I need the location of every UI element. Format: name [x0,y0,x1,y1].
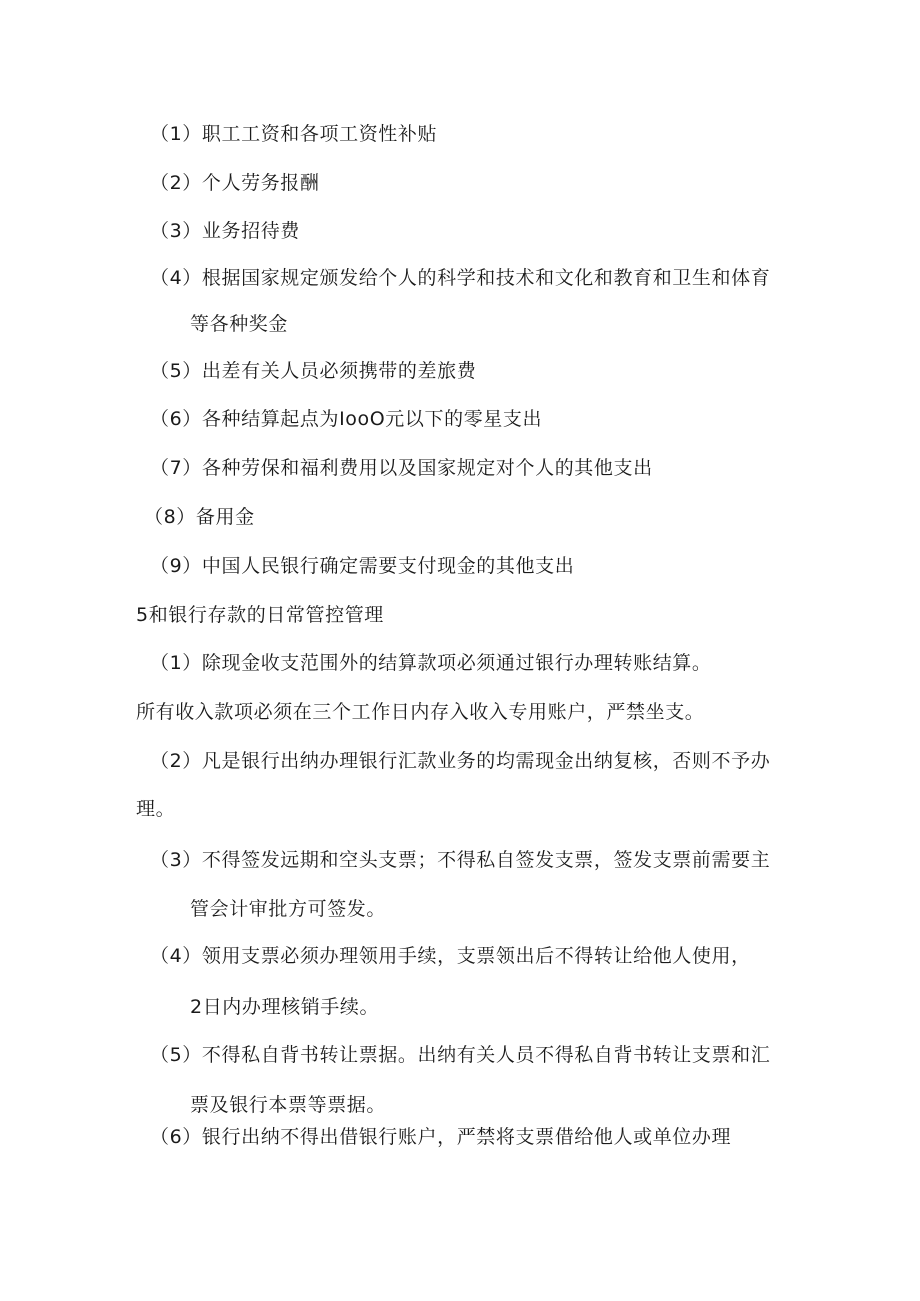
list-item-welfare-expense: （7）各种劳保和福利费用以及国家规定对个人的其他支出 [150,457,653,479]
rule-item-endorsement-cont: 票及银行本票等票据。 [190,1094,387,1116]
list-item-wage-subsidy: （1）职工工资和各项工资性补贴 [150,123,438,145]
rule-item-remittance-review: （2）凡是银行出纳办理银行汇款业务的均需现金出纳复核，否则不予办 [150,750,771,772]
rule-item-account-lending: （6）银行出纳不得出借银行账户，严禁将支票借给他人或单位办理 [150,1126,732,1148]
list-item-pboc-other: （9）中国人民银行确定需要支付现金的其他支出 [150,555,575,577]
rule-item-check-collection-cont: 2日内办理核销手续。 [190,996,380,1018]
rule-item-transfer-settlement: （1）除现金收支范围外的结算款项必须通过银行办理转账结算。 [150,652,712,674]
rule-item-check-issuance: （3）不得签发远期和空头支票；不得私自签发支票，签发支票前需要主 [150,849,771,871]
list-item-travel-expense: （5）出差有关人员必须携带的差旅费 [150,360,477,382]
list-item-small-expenditure: （6）各种结算起点为IooO元以下的零星支出 [150,408,543,430]
list-item-national-awards-cont: 等各种奖金 [190,313,289,335]
section-heading-bank-deposit: 5和银行存款的日常管控管理 [136,604,384,626]
list-item-national-awards: （4）根据国家规定颁发给个人的科学和技术和文化和教育和卫生和体育 [150,267,771,289]
list-item-entertainment-expense: （3）业务招待费 [150,220,300,242]
rule-item-endorsement: （5）不得私自背书转让票据。出纳有关人员不得私自背书转让支票和汇 [150,1044,771,1066]
rule-item-income-deposit: 所有收入款项必须在三个工作日内存入收入专用账户，严禁坐支。 [136,701,705,723]
list-item-labor-remuneration: （2）个人劳务报酬 [150,172,320,194]
rule-item-check-collection: （4）领用支票必须办理领用手续，支票领出后不得转让给他人使用， [150,945,751,967]
list-item-petty-cash: （8）备用金 [144,506,255,528]
rule-item-check-issuance-cont: 管会计审批方可签发。 [190,898,387,920]
rule-item-remittance-review-cont: 理。 [136,798,176,820]
